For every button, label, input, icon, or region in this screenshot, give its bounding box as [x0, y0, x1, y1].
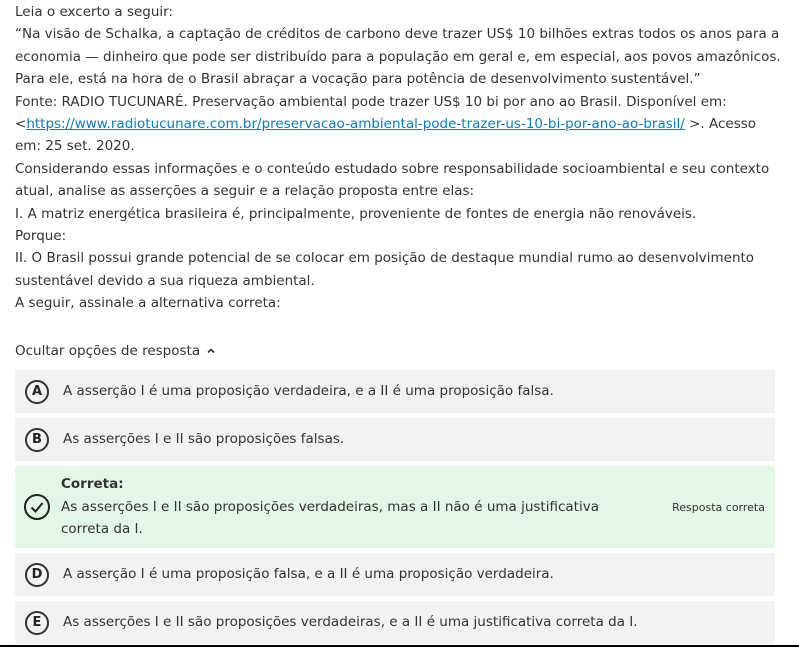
option-b[interactable] — [15, 418, 775, 461]
question-text — [15, 1, 785, 315]
option-text: As asserções I e II são proposições verdadeiras, mas a II não é uma justificativa correta da I. — [61, 498, 599, 538]
source-text: Fonte: RADIO TUCUNARÉ. Preservação ambiental pode trazer US$ 10 bi por ano ao Brasil. Disponível em: — [15, 93, 727, 110]
toggle-answer-options[interactable] — [15, 341, 216, 361]
option-text: As asserções I e II são proposições falsas. — [63, 431, 345, 448]
source-link[interactable]: https://www.radiotucunare.com.br/preservacao-ambiental-pode-trazer-us-10-bi-por-ano-ao-brasil/ — [26, 116, 685, 133]
question-source — [15, 91, 785, 158]
toggle-label: Ocultar opções de resposta — [15, 343, 201, 359]
option-text: As asserções I e II são proposições verdadeiras, e a II é uma justificativa correta da I. — [63, 614, 638, 631]
answer-options — [15, 370, 775, 647]
option-c[interactable] — [15, 466, 775, 548]
chevron-up-icon — [206, 346, 216, 356]
option-letter: B — [25, 428, 49, 452]
option-a[interactable] — [15, 370, 775, 413]
question-instruction: A seguir, assinale a alternativa correta: — [15, 295, 281, 312]
option-letter: A — [25, 380, 49, 404]
source-link-open: < — [15, 116, 27, 133]
question-considering: Considerando essas informações e o conteúdo estudado sobre responsabilidade socioambiental e seu contexto atual, analise as asserções a seguir e a relação proposta entre elas: — [15, 160, 770, 200]
option-d[interactable] — [15, 553, 775, 596]
assertion-1: I. A matriz energética brasileira é, principalmente, proveniente de fontes de energia não renováveis. — [15, 205, 697, 222]
option-text: A asserção I é uma proposição verdadeira, e a II é uma proposição falsa. — [63, 383, 554, 400]
option-letter: E — [25, 611, 49, 635]
because-label: Porque: — [15, 228, 67, 245]
option-e[interactable] — [15, 601, 775, 644]
question-intro: Leia o excerto a seguir: — [15, 4, 174, 20]
correct-option-body — [61, 473, 672, 540]
correct-title: Correta: — [61, 476, 124, 493]
check-circle-icon — [23, 493, 51, 521]
assertion-2: II. O Brasil possui grande potencial de se colocar em posição de destaque mundial rumo ao desenvolvimento sustentável devido a sua riqueza ambiental. — [15, 250, 755, 289]
question-quote: “Na visão de Schalka, a captação de créditos de carbono deve trazer US$ 10 bilhões extras todos os anos para a economia — dinheiro que pode ser distribuído para a população em geral e, em especial, aos povos amazônicos. Para ele, está na hora de o Brasil abraçar a vocação para potência de desenvolvimento sustentável.” — [15, 26, 781, 88]
option-text: A asserção I é uma proposição falsa, e a II é uma proposição verdadeira. — [63, 566, 554, 583]
option-letter: D — [25, 563, 49, 587]
source-link-close: >. Acesso em: 25 set. 2020. — [15, 116, 757, 155]
correct-answer-badge: Resposta correta — [672, 500, 765, 514]
